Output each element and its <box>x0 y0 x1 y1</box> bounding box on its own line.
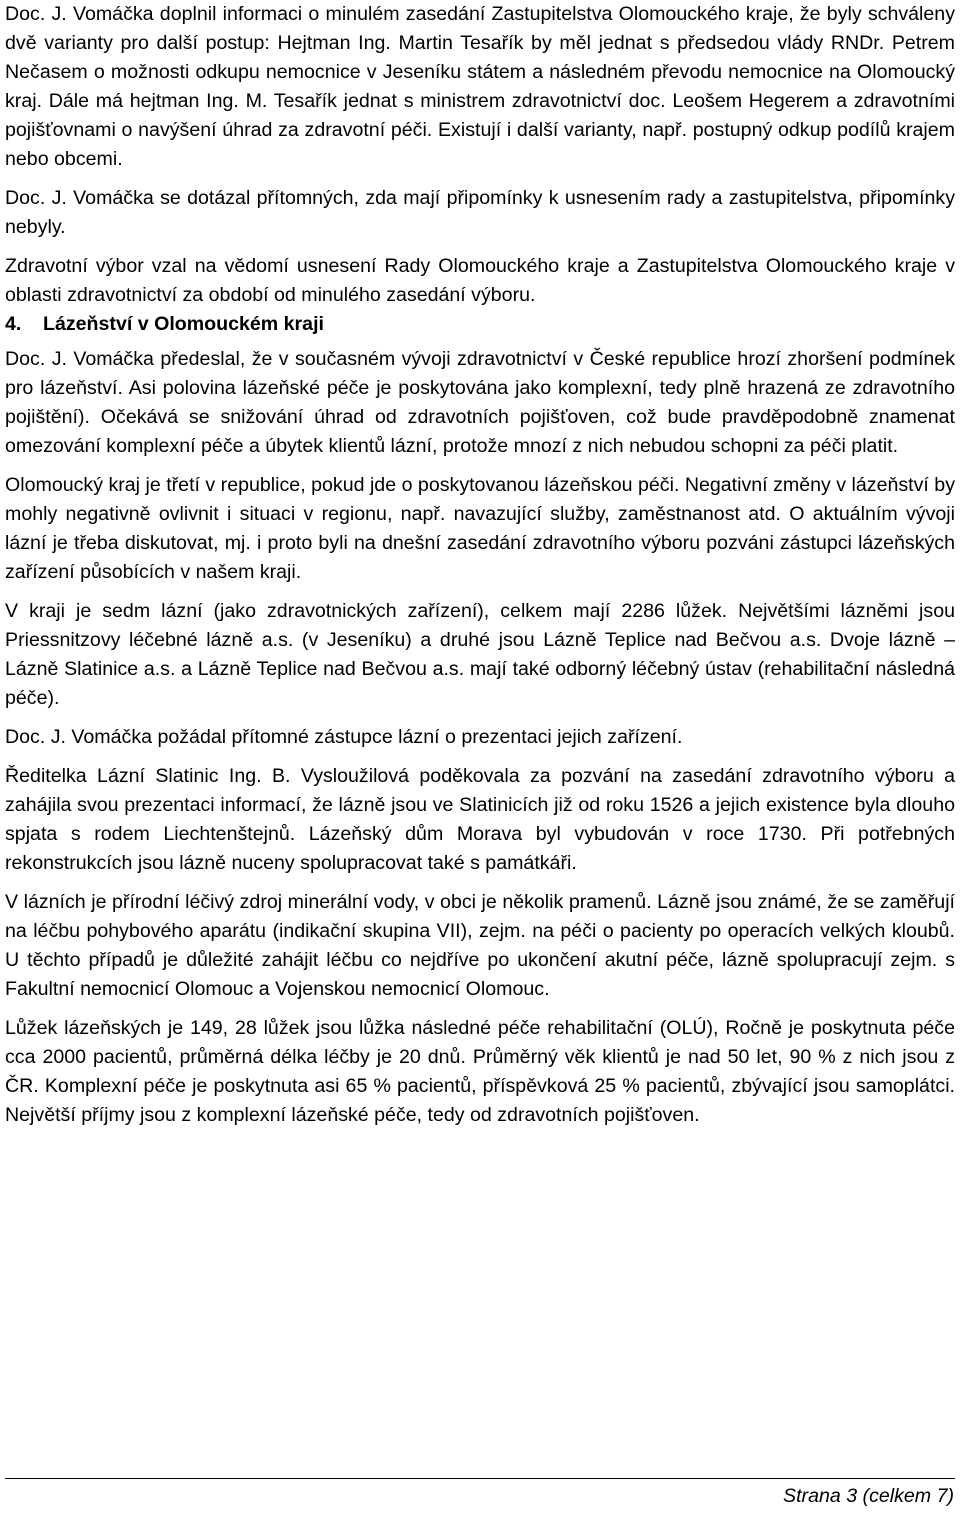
paragraph-mineral-water: V lázních je přírodní léčivý zdroj minerální vody, v obci je několik pramenů. Lázně jsou známé, že se zaměřují na léčbu pohybového aparátu (indikační skupina VII), zejm. na péči o pacienty po operacích velkých kloubů. U těchto případů je důležité zahájit léčbu co nejdříve po ukončení akutní péče, lázně spolupracují zejm. s Fakultní nemocnicí Olomouc a Vojenskou nemocnicí Olomouc. <box>5 891 955 1000</box>
footer-divider <box>5 1478 955 1479</box>
paragraph-bed-statistics: Lůžek lázeňských je 149, 28 lůžek jsou lůžka následné péče rehabilitační (OLÚ), Ročně je poskytnuta péče cca 2000 pacientů, průměrná délka léčby je 20 dnů. Průměrný věk klientů je nad 50 let, 90 % z nich jsou z ČR. Komplexní péče je poskytnuta asi 65 % pacientů, příspěvková 25 % pacientů, zbývající jsou samoplátci. Největší příjmy jsou z komplexní lázeňské péče, tedy od zdravotních pojišťoven. <box>5 1017 955 1126</box>
document-page <box>5 0 955 1130</box>
paragraph-region-ranking: Olomoucký kraj je třetí v republice, pokud jde o poskytovanou lázeňskou péči. Negativní změny v lázeňství by mohly negativně ovlivnit i situaci v regionu, např. navazující služby, zaměstnanost atd. O aktuálním vývoji lázní je třeba diskutovat, mj. i proto byli na dnešní zasedání zdravotního výboru pozváni zástupci lázeňských zařízení působících v našem kraji. <box>5 474 955 583</box>
paragraph-committee-acknowledgement: Zdravotní výbor vzal na vědomí usnesení Rady Olomouckého kraje a Zastupitelstva Olomouckého kraje v oblasti zdravotnictví za období od minulého zasedání výboru. <box>5 255 955 306</box>
paragraph-spa-count: V kraji je sedm lázní (jako zdravotnických zařízení), celkem mají 2286 lůžek. Největšími lázněmi jsou Priessnitzovy léčebné lázně a.s. (v Jeseníku) a druhé jsou Lázně Teplice nad Bečvou a.s. Dvoje lázně – Lázně Slatinice a.s. a Lázně Teplice nad Bečvou a.s. mají také odborný léčebný ústav (rehabilitační následná péče). <box>5 600 955 709</box>
paragraph-comments-question: Doc. J. Vomáčka se dotázal přítomných, zda mají připomínky k usnesením rady a zastupitelstva, připomínky nebyly. <box>5 187 955 238</box>
section-heading <box>5 310 955 339</box>
paragraph-spa-conditions: Doc. J. Vomáčka předeslal, že v současném vývoji zdravotnictví v České republice hrozí zhoršení podmínek pro lázeňství. Asi polovina lázeňské péče je poskytována jako komplexní, tedy plně hrazená ze zdravotního pojištění). Očekává se snižování úhrad od zdravotních pojišťoven, což bude pravděpodobně znamenat omezování komplexní péče a úbytek klientů lázní, protože mnozí z nich nebudou schopni za péči platit. <box>5 348 955 457</box>
page-number: Strana 3 (celkem 7) <box>783 1485 954 1507</box>
section-number: 4. <box>5 313 22 335</box>
paragraph-presentation-request: Doc. J. Vomáčka požádal přítomné zástupce lázní o prezentaci jejich zařízení. <box>5 726 683 748</box>
section-title: Lázeňství v Olomouckém kraji <box>43 313 324 335</box>
paragraph-slatinice-history: Ředitelka Lázní Slatinic Ing. B. Vysloužilová poděkovala za pozvání na zasedání zdravotního výboru a zahájila svou prezentaci informací, že lázně jsou ve Slatinicích již od roku 1526 a jejich existence byla dlouho spjata s rodem Liechtenštejnů. Lázeňský dům Morava byl vybudován v roce 1730. Při potřebných rekonstrukcích jsou lázně nuceny spolupracovat také s památkáři. <box>5 765 955 874</box>
paragraph-board-meeting-info: Doc. J. Vomáčka doplnil informaci o minulém zasedání Zastupitelstva Olomouckého kraje, že byly schváleny dvě varianty pro další postup: Hejtman Ing. Martin Tesařík by měl jednat s předsedou vlády RNDr. Petrem Nečasem o možnosti odkupu nemocnice v Jeseníku státem a následném převodu nemocnice na Olomoucký kraj. Dále má hejtman Ing. M. Tesařík jednat s ministrem zdravotnictví doc. Leošem Hegerem a zdravotními pojišťovnami o navýšení úhrad za zdravotní péči. Existují i další varianty, např. postupný odkup podílů krajem nebo obcemi. <box>5 3 955 170</box>
